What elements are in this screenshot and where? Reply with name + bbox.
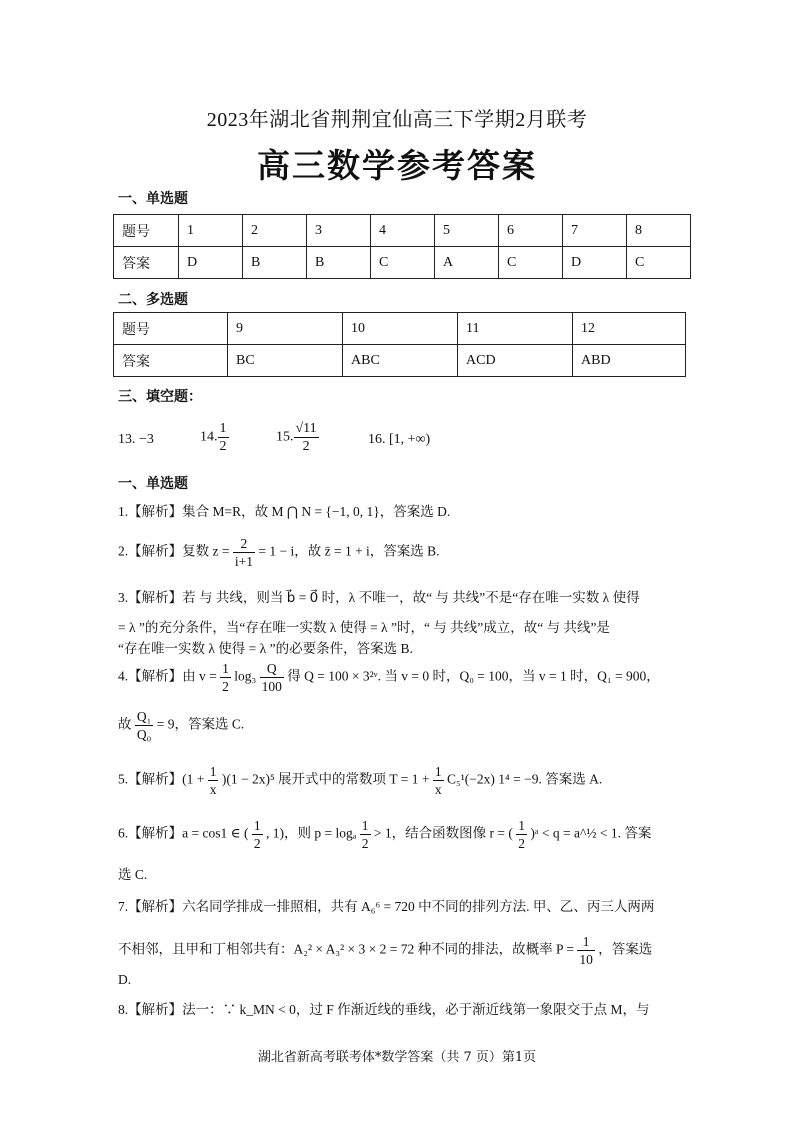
answer-14-prefix: 14. — [200, 429, 218, 445]
table-cell: 10 — [343, 313, 458, 345]
text-span: 故 — [118, 716, 132, 732]
fraction-denominator: 2 — [518, 836, 525, 851]
fraction-numerator: 1 — [361, 818, 369, 833]
fraction-denominator: 100 — [261, 679, 282, 694]
single-choice-answer-table — [113, 214, 691, 279]
analysis-q5 — [118, 763, 602, 798]
analysis-q2 — [118, 535, 440, 570]
exam-subtitle: 2023年湖北省荆荆宜仙高三下学期2月联考 — [206, 109, 588, 131]
table-row — [114, 247, 691, 279]
fraction-denominator: 2 — [219, 439, 227, 454]
fraction-numerator: Q — [260, 660, 284, 678]
text-span: )(1 − 2x)⁵ 展开式中的常数项 T = 1 + — [221, 771, 430, 787]
text-span: 5.【解析】(1 + — [118, 771, 205, 787]
table-cell: 8 — [627, 215, 691, 247]
fraction-numerator: 1 — [219, 421, 227, 436]
analysis-q3-line2: = λ ”的充分条件，当“存在唯一实数 λ 使得 = λ ”时，“ 与 共线”成立，故“ 与 共线”是 — [118, 620, 610, 635]
analysis-q7-line3: D. — [118, 972, 132, 987]
fraction-numerator: 1 — [209, 764, 217, 779]
table-cell: 9 — [228, 313, 343, 345]
table-cell: B — [307, 247, 371, 279]
text-span: = 9，答案选 C. — [156, 716, 245, 732]
fraction-denominator: x — [434, 782, 442, 797]
table-cell: 5 — [435, 215, 499, 247]
analysis-q8: 8.【解析】法一：∵ k_MN < 0，过 F 作渐近线的垂线，必于渐近线第一象限交于点 M，与 — [118, 1002, 650, 1017]
answer-14 — [200, 420, 229, 455]
text-span: ，答案选 — [598, 941, 653, 957]
text-span: 得 Q = 100 × 3²ᵛ. 当 v = 0 时，Q₀ = 100，当 v = 1 时，Q₁ = 900， — [287, 668, 660, 684]
fraction-numerator: 1 — [434, 764, 442, 779]
analysis-q4-line1 — [118, 660, 660, 695]
fraction-numerator: 1 — [253, 818, 261, 833]
table-cell: D — [179, 247, 243, 279]
table-cell: ACD — [458, 345, 573, 377]
table-cell: 答案 — [114, 345, 228, 377]
analysis-q7-line2 — [118, 933, 652, 968]
table-cell: BC — [228, 345, 343, 377]
text-span: , 1)，则 p = logₐ — [265, 825, 357, 841]
fraction-denominator: Q₀ — [136, 727, 152, 742]
analysis-q1: 1.【解析】集合 M=R，故 M ⋂ N = {−1, 0, 1}，答案选 D. — [118, 504, 451, 519]
table-cell: 2 — [243, 215, 307, 247]
analysis-q6-line2: 选 C. — [118, 867, 148, 882]
text-span: > 1，结合函数图像 r = ( — [373, 825, 513, 841]
table-cell: C — [627, 247, 691, 279]
text-span: C₅¹(−2x) 1⁴ = −9. 答案选 A. — [447, 771, 603, 787]
page-title: 高三数学参考答案 — [257, 146, 537, 185]
text-span: )ᵃ < q = a^½ < 1. 答案 — [530, 825, 652, 841]
section-heading-single-choice: 一、单选题 — [118, 191, 188, 207]
table-cell: ABD — [573, 345, 686, 377]
text-span: 2.【解析】复数 z = — [118, 543, 230, 559]
table-cell: 7 — [563, 215, 627, 247]
section-heading-analysis: 一、单选题 — [118, 476, 188, 492]
table-cell: C — [371, 247, 435, 279]
table-cell: D — [563, 247, 627, 279]
table-cell: 题号 — [114, 215, 179, 247]
table-cell: A — [435, 247, 499, 279]
table-cell: C — [499, 247, 563, 279]
answer-15-prefix: 15. — [276, 429, 294, 445]
fraction-denominator: 2 — [302, 439, 310, 454]
text-span: 4.【解析】由 v = — [118, 668, 217, 684]
section-heading-fill-in: 三、填空题： — [118, 389, 202, 405]
text-span: log₃ — [234, 668, 257, 684]
multi-choice-answer-table — [113, 312, 686, 377]
fraction-numerator: √11 — [295, 421, 317, 436]
text-span: 6.【解析】a = cos1 ∈ ( — [118, 825, 249, 841]
analysis-q7-line1: 7.【解析】六名同学排成一排照相，共有 A₆⁶ = 720 中不同的排列方法. 甲、乙、丙三人两两 — [118, 899, 655, 914]
table-cell: 题号 — [114, 313, 228, 345]
table-cell: B — [243, 247, 307, 279]
fraction-denominator: i+1 — [234, 554, 253, 569]
fraction-denominator: 2 — [361, 836, 369, 851]
table-cell: 答案 — [114, 247, 179, 279]
fraction-numerator: 1 — [222, 661, 229, 676]
fraction-denominator: 10 — [579, 952, 593, 967]
fraction-denominator: 2 — [253, 836, 261, 851]
analysis-q6-line1 — [118, 817, 651, 852]
table-cell: 1 — [179, 215, 243, 247]
page-footer: 湖北省新高考联考体*数学答案（共 7 页）第1页 — [257, 1050, 537, 1065]
table-cell: 11 — [458, 313, 573, 345]
analysis-q3-line3: “存在唯一实数 λ 使得 = λ ”的必要条件，答案选 B. — [118, 641, 413, 656]
answer-16: 16. [1, +∞) — [368, 432, 431, 447]
table-cell: ABC — [343, 345, 458, 377]
answer-15 — [276, 420, 319, 455]
fraction-numerator: 1 — [518, 818, 525, 833]
analysis-q4-line2 — [118, 708, 244, 743]
fraction-numerator: Q₁ — [136, 709, 152, 724]
table-cell: 6 — [499, 215, 563, 247]
table-cell: 3 — [307, 215, 371, 247]
table-row — [114, 345, 686, 377]
text-span: = 1 − i，故 z̄ = 1 + i，答案选 B. — [258, 543, 440, 559]
table-cell: 12 — [573, 313, 686, 345]
fraction-denominator: x — [209, 782, 217, 797]
table-row — [114, 313, 686, 345]
section-heading-multi-choice: 二、多选题 — [118, 292, 188, 308]
fraction-numerator: 1 — [577, 933, 595, 951]
answer-13: 13. −3 — [118, 432, 154, 447]
fraction-numerator: 2 — [233, 535, 255, 553]
text-span: 不相邻，且甲和丁相邻共有：A₂² × A₃² × 3 × 2 = 72 种不同的排法，故概率 P = — [118, 941, 574, 957]
analysis-q3-line1: 3.【解析】若 与 共线，则当 b⃗ = 0⃗ 时，λ 不唯一，故“ 与 共线”不是“存在唯一实数 λ 使得 — [118, 590, 640, 605]
fraction-denominator: 2 — [222, 679, 229, 694]
table-cell: 4 — [371, 215, 435, 247]
table-row — [114, 215, 691, 247]
